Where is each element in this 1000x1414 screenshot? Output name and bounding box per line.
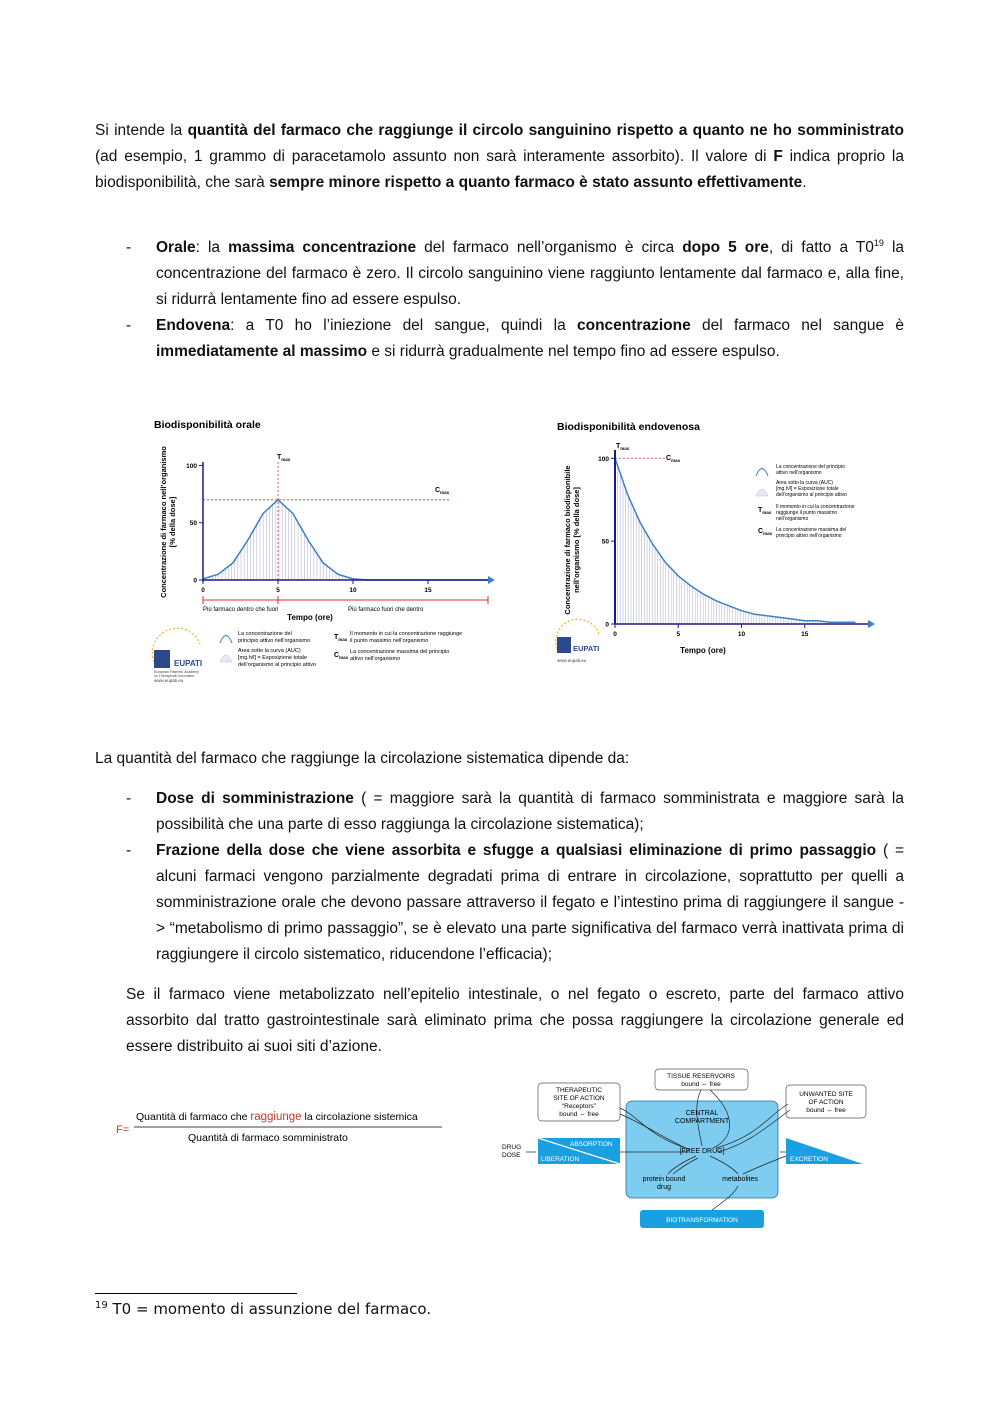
pharmacokinetics-diagram: [498, 1066, 868, 1232]
protein-bound-label: protein bound drug: [642, 1176, 686, 1191]
cmax-label: $C_{max}$: [666, 455, 681, 463]
cmax-label: $C_{max}$: [435, 487, 450, 495]
legend-auc-text: Area sotto la curva (AUC) [mg.h/l] = Esposizione totale dell’organismo al principio attivo: [238, 648, 316, 668]
svg-text:www.eupati.eu: www.eupati.eu: [557, 658, 587, 663]
legend-auc-icon: [756, 489, 768, 496]
formula-denominator: Quantità di farmaco somministrato: [188, 1132, 348, 1144]
x-tick-label: 0: [613, 631, 617, 638]
bullet-dash: -: [126, 842, 132, 859]
tmax-label: $T_{max}$: [277, 454, 291, 462]
svg-text:Concentrazione di farmaco nell: Concentrazione di farmaco nell’organismo: [159, 446, 168, 598]
svg-text:EUPATI: EUPATI: [174, 659, 203, 668]
legend-auc-icon: [220, 655, 232, 662]
chart-oral: [150, 412, 500, 687]
legend-tmax-text: Il momento in cui la concentrazione raggiunge il punto massimo nell’organismo: [776, 504, 855, 522]
y-tick-label: 0: [605, 621, 609, 629]
x-tick-label: 15: [424, 587, 432, 594]
intro-paragraph: Si intende la quantità del farmaco che raggiunge il circolo sanguinino rispetto a quanto ne ho somministrato (ad esempio, 1 grammo di paracetamolo assunto non sarà interamente assorbito). Il valore di F indica proprio la biodisponibilità, che sarà sempre minore rispetto a quanto farmaco è stato assunto effettivamente.: [95, 122, 904, 191]
legend-curve-text: La concentrazione del principio attivo nell’organismo: [776, 464, 845, 476]
region-left-label: Più farmaco dentro che fuori: [203, 607, 279, 613]
absorption-label: ABSORPTION: [570, 1141, 613, 1148]
x-axis-label: Tempo (ore): [287, 613, 333, 622]
eupati-logo: [152, 628, 202, 683]
svg-text:Concentrazione di farmaco biod: Concentrazione di farmaco biodisponibile: [563, 465, 572, 615]
chart-iv: [553, 412, 883, 667]
legend-cmax-text: La concentrazione massima del principio attivo nell’organismo: [350, 649, 450, 662]
x-tick-label: 15: [801, 631, 809, 638]
unwanted-site-label: UNWANTED SITE OF ACTION bound ⇔ free: [799, 1091, 853, 1114]
legend-cmax-symbol: $C_{max}$: [758, 528, 773, 536]
legend-cmax-text: La concentrazione massima del principio attivo nell’organismo: [776, 527, 847, 539]
bullet-dash: -: [126, 317, 132, 334]
y-tick-label: 100: [598, 455, 609, 463]
liberation-label: LIBERATION: [541, 1156, 580, 1163]
svg-text:nell’organismo [% della dose]: nell’organismo [% della dose]: [572, 487, 581, 593]
legend-tmax-symbol: $T_{max}$: [758, 507, 772, 515]
factor-fraction: Frazione della dose che viene assorbita e sfugge a qualsiasi eliminazione di primo passaggio ( = alcuni farmaci vengono parzialmente degradati prima di entrare in circolazione, soprattutto per quelli a somministrazione orale che devono passare attraverso il fegato e l’intestino prima di raggiungere il sangue -> “metabolismo di primo passaggio”, se è elevato una parte significativa del farmaco verrà inattivata prima di raggiungere il circolo sistematico, riducendone l’efficacia);: [156, 842, 905, 963]
formula-bioavailability: [112, 1102, 447, 1150]
y-tick-label: 50: [601, 538, 609, 546]
factor-dose: Dose di somministrazione ( = maggiore sarà la quantità di farmaco somministrata e maggiore sarà la possibilità che una parte di esso raggiunga la circolazione sistematica);: [156, 790, 904, 833]
biotransformation-label: BIOTRANSFORMATION: [666, 1217, 738, 1224]
svg-text:EUPATI: EUPATI: [573, 644, 600, 653]
svg-text:www.eupati.eu: www.eupati.eu: [154, 678, 184, 683]
route-oral: Orale: la massima concentrazione del farmaco nell’organismo è circa dopo 5 ore, di fatto a $T0^{19}$ la concentrazione del farmaco è zero. Il circolo sanguinino viene raggiunto lentamente dal farmaco e, alla fine, si ridurrà lentamente fino ad essere espulso.: [156, 237, 905, 308]
footnote-rule: [95, 1293, 297, 1294]
svg-text:European Patients’ Academyon T: European Patients’ Academy on Therapeutic Innovation: [154, 670, 199, 678]
legend-cmax-symbol: $C_{max}$: [334, 652, 349, 660]
route-iv: Endovena: a T0 ho l’iniezione del sangue, quindi la concentrazione del farmaco nel sangue è immediatamente al massimo e si ridurrà gradualmente nel tempo fino ad essere espulso.: [156, 317, 904, 360]
y-axis-label: [159, 446, 177, 598]
legend-curve-text: La concentrazione del principio attivo nell’organismo: [238, 631, 311, 644]
concentration-curve: [203, 500, 488, 580]
formula-numerator: Quantità di farmaco che raggiunge la circolazione sistemica: [136, 1111, 418, 1123]
svg-text:[% della dose]: [% della dose]: [168, 496, 177, 548]
x-axis-arrow: [488, 576, 495, 584]
legend-auc-text: Area sotto la curva (AUC) [mg.h/l] = Esposizione totale dell’organismo al principio attivo: [776, 480, 847, 498]
y-tick-label: 100: [186, 462, 197, 470]
legend-tmax-symbol: $T_{max}$: [334, 634, 348, 642]
factors-intro: La quantità del farmaco che raggiunge la circolazione sistematica dipende da:: [95, 750, 630, 767]
eupati-logo: [556, 619, 600, 663]
drug-dose-label: DRUG DOSE: [502, 1144, 522, 1159]
y-tick-label: 50: [189, 520, 197, 528]
free-drug-label: [FREE DRUG]: [679, 1148, 725, 1155]
legend-tmax-text: Il momento in cui la concentrazione raggiunge il punto massimo nell’organismo: [350, 631, 463, 644]
chart-title: Biodisponibilità endovenosa: [557, 421, 700, 433]
x-tick-label: 5: [276, 587, 280, 594]
legend-curve-icon: [220, 636, 232, 644]
therapeutic-site-label: THERAPEUTIC SITE OF ACTION “Receptors” bound ⇔ free: [553, 1087, 605, 1118]
metabolites-label: metabolites: [722, 1176, 758, 1183]
y-axis-label: [563, 465, 581, 614]
x-tick-label: 10: [737, 631, 746, 638]
x-axis-arrow: [868, 620, 875, 628]
legend-curve-icon: [756, 469, 768, 477]
chart-title: Biodisponibilità orale: [154, 419, 261, 431]
x-tick-label: 5: [676, 631, 681, 638]
x-tick-label: 0: [201, 587, 205, 594]
x-axis-label: Tempo (ore): [680, 646, 726, 655]
metabolism-note: Se il farmaco viene metabolizzato nell’epitelio intestinale, o nel fegato o escreto, parte del farmaco attivo assorbito dal tratto gastrointestinale sarà eliminato prima che possa raggiungere la circolazione generale ed essere distribuito ai suoi siti d’azione.: [126, 986, 904, 1055]
central-label: CENTRAL COMPARTMENT: [674, 1110, 730, 1125]
tmax-label: $T_{max}$: [616, 443, 630, 451]
y-tick-label: 0: [193, 577, 197, 585]
region-right-label: Più farmaco fuori che dentro: [348, 607, 424, 613]
excretion-label: EXCRETION: [790, 1156, 828, 1163]
x-tick-label: 10: [349, 587, 357, 594]
footnote: $^{19}$ T0 = momento di assunzione del farmaco.: [95, 1300, 432, 1318]
tissue-reservoirs-label: TISSUE RESERVOIRS bound ⇔ free: [667, 1073, 735, 1088]
formula-lhs: F=: [116, 1124, 130, 1136]
bullet-dash: -: [126, 239, 132, 256]
bullet-dash: -: [126, 790, 132, 807]
